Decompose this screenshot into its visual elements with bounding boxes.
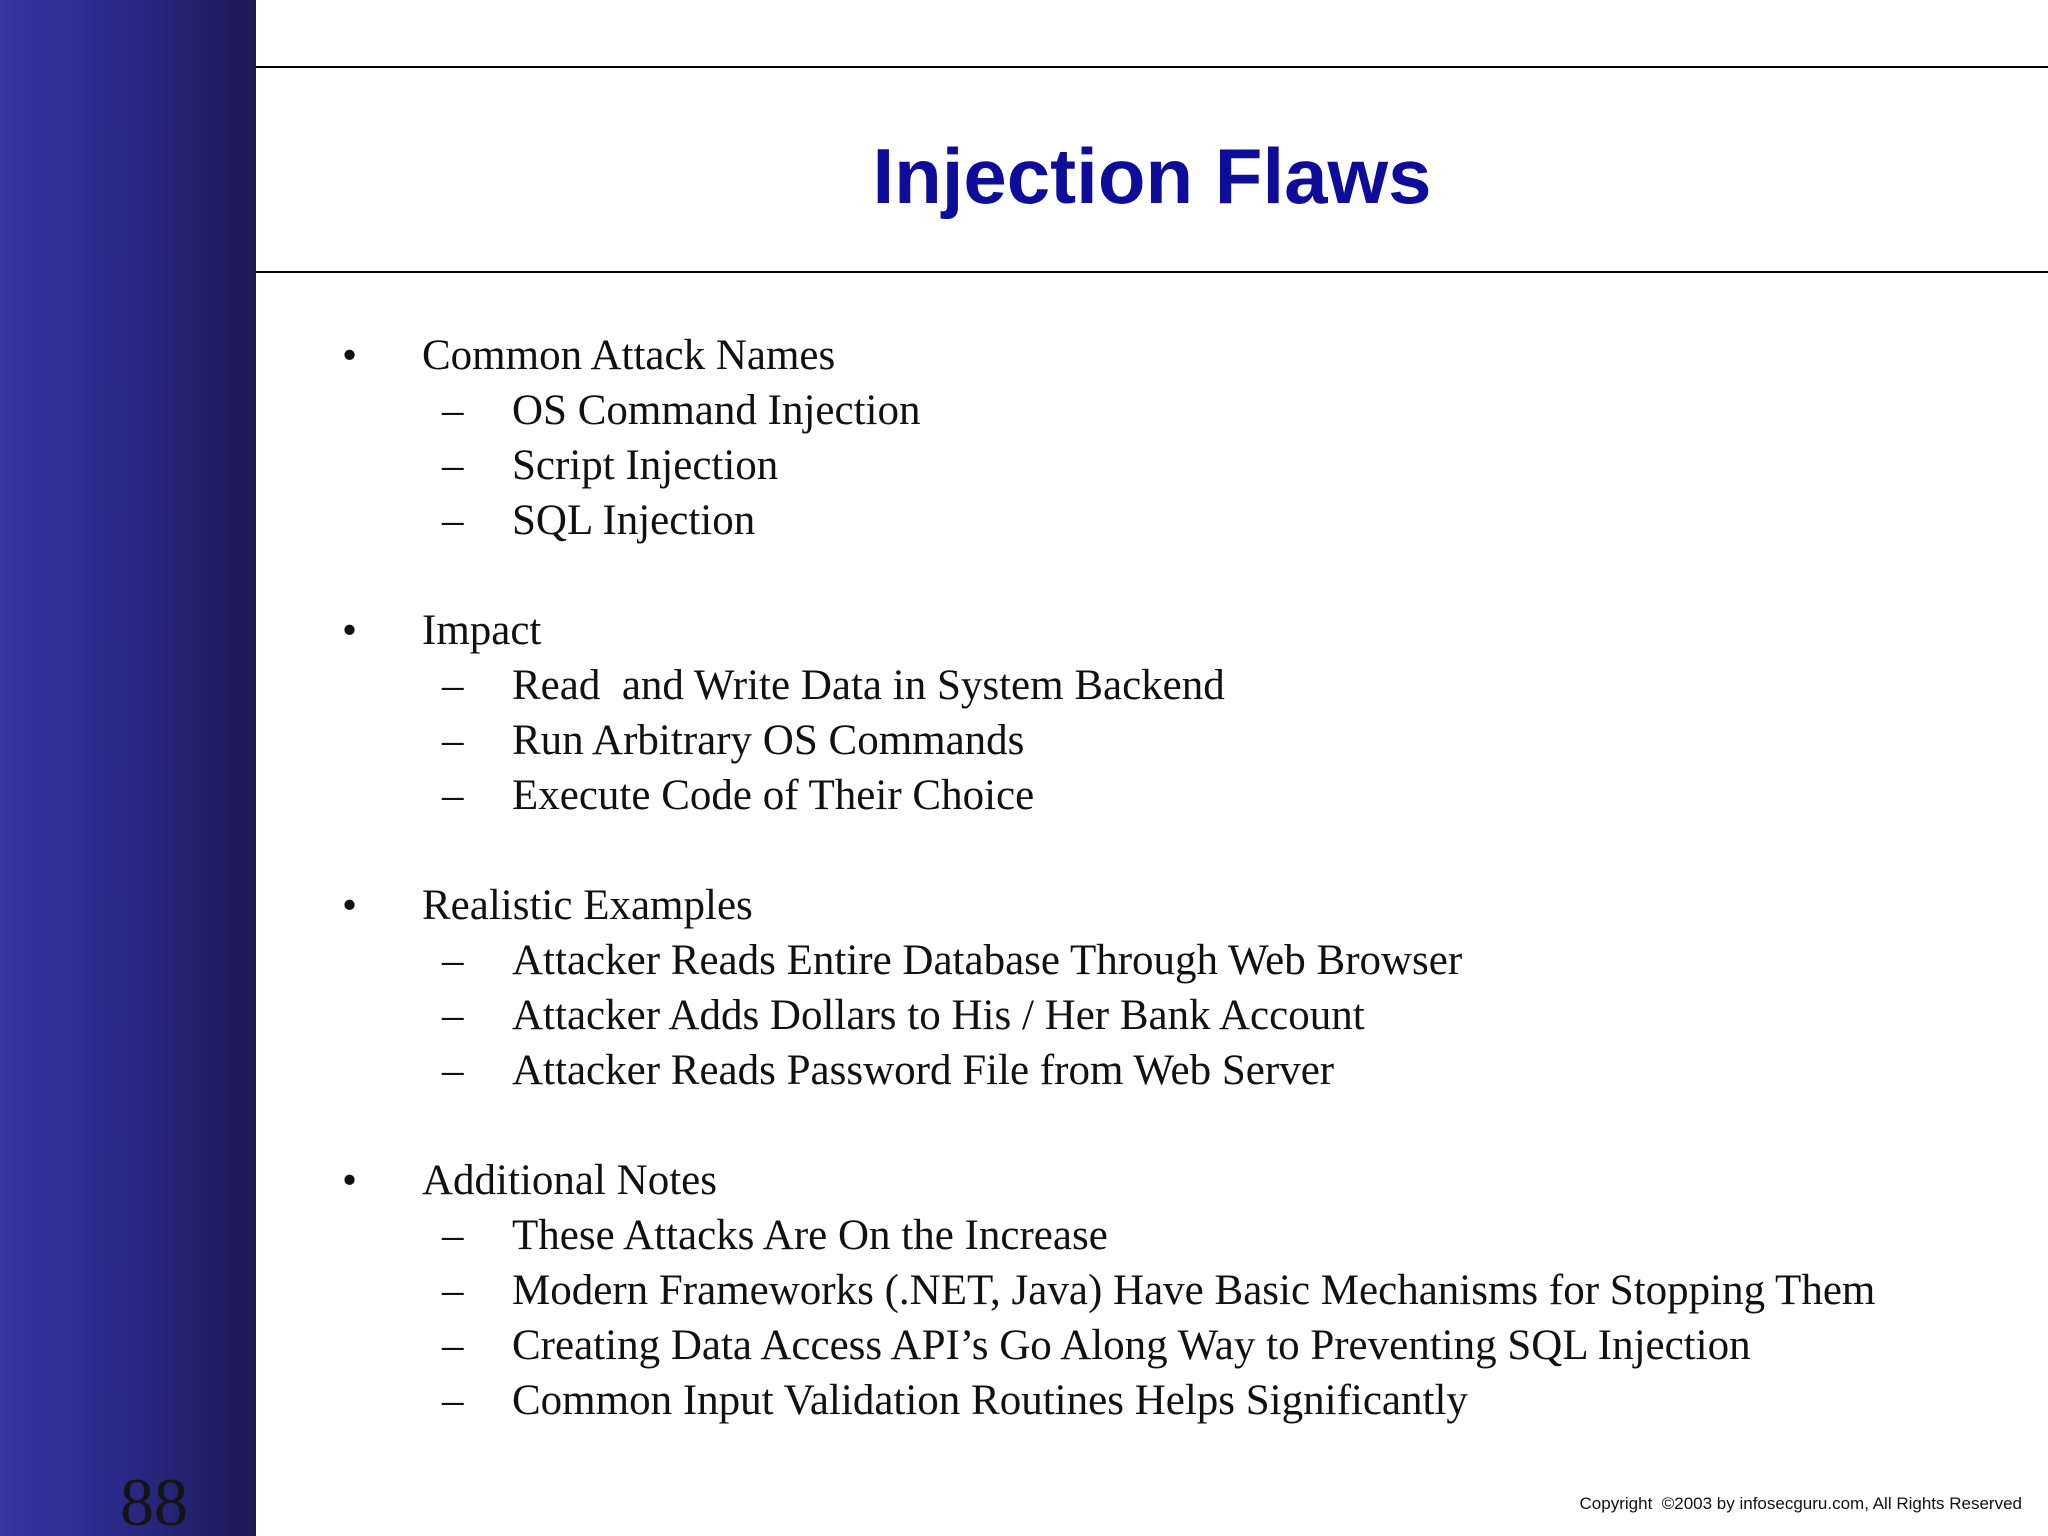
sub-bullet-text: Attacker Reads Entire Database Through Web Browser: [512, 937, 1463, 984]
sub-bullet-marker: –: [442, 1377, 464, 1424]
sub-bullet-marker: –: [442, 1047, 464, 1094]
sub-bullet-item: [256, 383, 2036, 438]
sub-bullet-marker: –: [442, 387, 464, 434]
sub-bullet-text: Script Injection: [512, 442, 779, 489]
slide-title: Injection Flaws: [872, 132, 1432, 220]
sub-bullet-item: [256, 493, 2036, 548]
bullet-list: [256, 328, 2036, 1483]
bullet-group-impact: [256, 603, 2036, 823]
sub-bullet-marker: –: [442, 992, 464, 1039]
sub-bullet-marker: –: [442, 662, 464, 709]
bullet-label: Additional Notes: [422, 1157, 717, 1204]
bullet-label: Common Attack Names: [422, 332, 836, 379]
slide-number: 88: [120, 1464, 188, 1536]
bullet-label: Impact: [422, 607, 542, 654]
sub-bullet-text: Run Arbitrary OS Commands: [512, 717, 1025, 764]
sub-bullet-text: Attacker Adds Dollars to His / Her Bank Account: [512, 992, 1365, 1039]
bullet-label: Realistic Examples: [422, 882, 753, 929]
sub-bullet-item: [256, 988, 2036, 1043]
sub-bullet-item: [256, 933, 2036, 988]
bullet-marker: •: [342, 332, 358, 379]
sub-bullet-marker: –: [442, 1212, 464, 1259]
sub-bullet-text: Read and Write Data in System Backend: [512, 662, 1225, 709]
bullet-group-realistic-examples: [256, 878, 2036, 1098]
sub-bullet-item: [256, 713, 2036, 768]
sub-bullet-marker: –: [442, 1267, 464, 1314]
bullet-item: [256, 328, 2036, 383]
sub-bullet-item: [256, 768, 2036, 823]
sub-bullet-text: Execute Code of Their Choice: [512, 772, 1035, 819]
title-bottom-rule: [256, 271, 2048, 273]
sub-bullet-item: [256, 1263, 2036, 1318]
title-top-rule: [256, 66, 2048, 68]
copyright-notice: Copyright ©2003 by infosecguru.com, All Rights Reserved: [1579, 1494, 2022, 1513]
sub-bullet-item: [256, 438, 2036, 493]
sub-bullet-text: OS Command Injection: [512, 387, 921, 434]
bullet-marker: •: [342, 1157, 358, 1204]
sub-bullet-text: SQL Injection: [512, 497, 756, 544]
sub-bullet-text: Modern Frameworks (.NET, Java) Have Basic Mechanisms for Stopping Them: [512, 1267, 1876, 1314]
bullet-group-attack-names: [256, 328, 2036, 548]
sub-bullet-item: [256, 1208, 2036, 1263]
bullet-item: [256, 1153, 2036, 1208]
sub-bullet-text: Attacker Reads Password File from Web Server: [512, 1047, 1335, 1094]
bullet-item: [256, 603, 2036, 658]
sidebar-gradient-panel: [0, 0, 256, 1536]
sub-bullet-item: [256, 1318, 2036, 1373]
sub-bullet-marker: –: [442, 442, 464, 489]
sub-bullet-text: Creating Data Access API’s Go Along Way to Preventing SQL Injection: [512, 1322, 1751, 1369]
bullet-group-additional-notes: [256, 1153, 2036, 1428]
sub-bullet-marker: –: [442, 1322, 464, 1369]
bullet-marker: •: [342, 882, 358, 929]
bullet-marker: •: [342, 607, 358, 654]
sub-bullet-marker: –: [442, 717, 464, 764]
sub-bullet-item: [256, 1373, 2036, 1428]
sub-bullet-marker: –: [442, 772, 464, 819]
sub-bullet-text: These Attacks Are On the Increase: [512, 1212, 1108, 1259]
sub-bullet-text: Common Input Validation Routines Helps Significantly: [512, 1377, 1468, 1424]
sub-bullet-marker: –: [442, 497, 464, 544]
bullet-item: [256, 878, 2036, 933]
sub-bullet-item: [256, 658, 2036, 713]
sub-bullet-item: [256, 1043, 2036, 1098]
sub-bullet-marker: –: [442, 937, 464, 984]
